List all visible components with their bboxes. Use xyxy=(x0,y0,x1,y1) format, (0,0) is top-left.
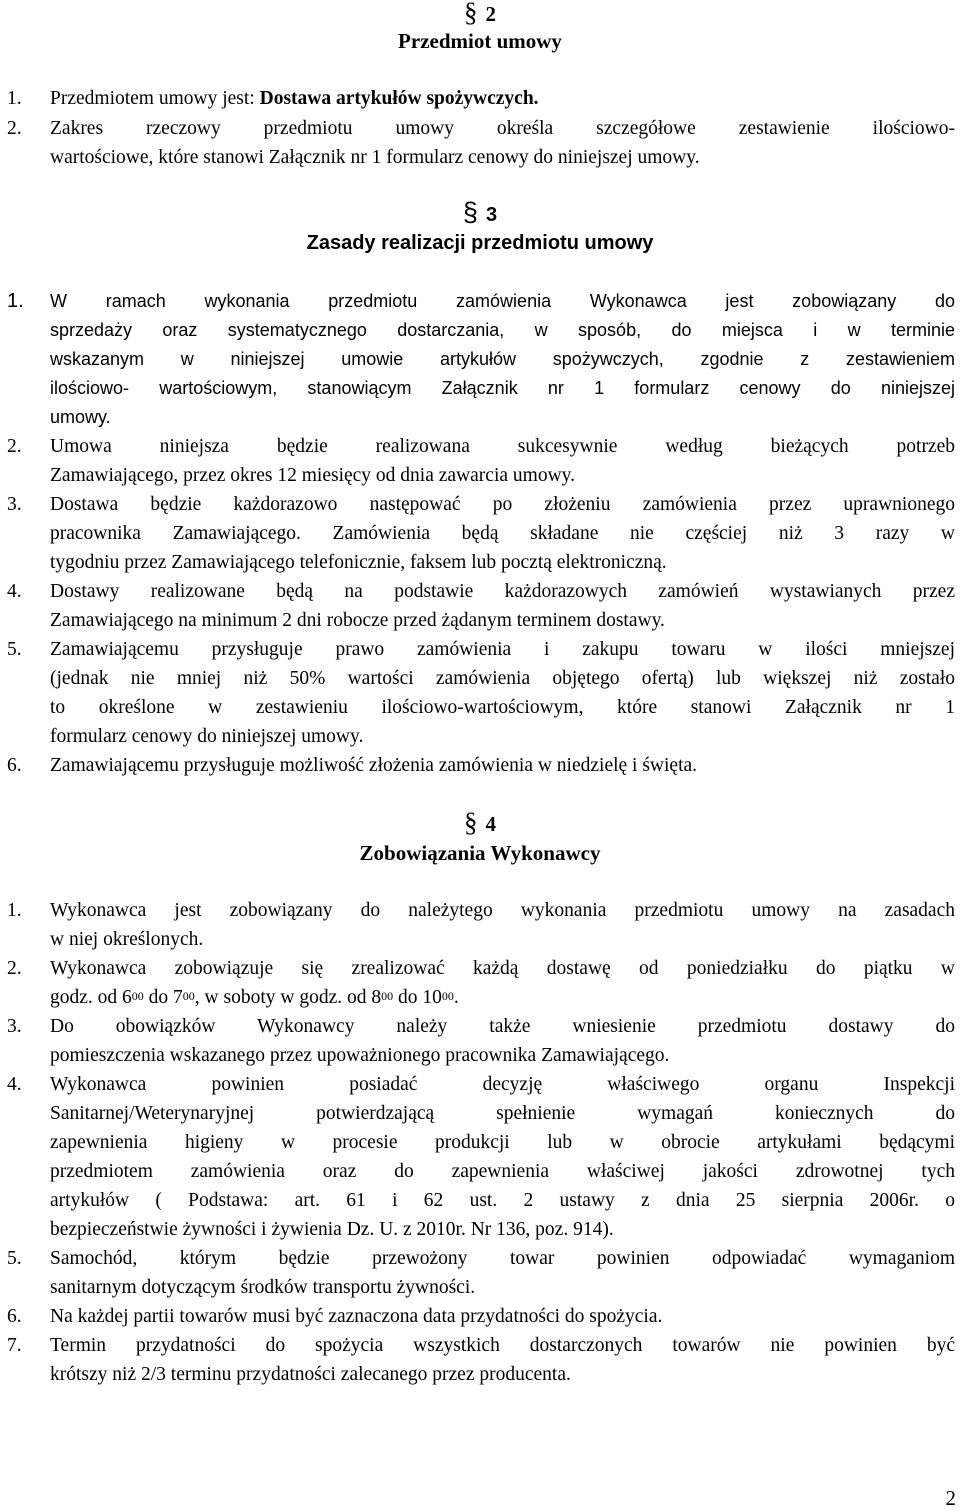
section-3-number: § 3 xyxy=(462,197,498,227)
section-sign: § xyxy=(462,197,478,227)
section-4-title: Zobowiązania Wykonawcy xyxy=(359,841,601,865)
section-4-number: § 4 xyxy=(464,807,496,837)
page-number: 2 xyxy=(945,1486,956,1510)
section-2-number: § 2 xyxy=(0,0,960,29)
section-sign: § xyxy=(464,807,478,837)
delivery-hours-line: godz. od $6^{00}$ do $7^{00}$, w soboty w godz. od $8^{00}$ do $10^{00}$. xyxy=(50,987,459,1008)
section-2-title: Przedmiot umowy xyxy=(398,29,562,53)
section-sign: § xyxy=(464,0,478,27)
document-page: § 2 Przedmiot umowy 1. Przedmiotem umowy jest: Dostawa artykułów spożywczych. 2. Zakres rzeczowy przedmiotu umowy określa szczegółowe zestawienie ilościowo- wartościowe, które stanowi Załącznik nr 1 formularz cenowy do niniejszej umowy. § 3 Zasady realizacji przedmiotu umowy 1. W ramach wykonania przedmiotu zamówienia Wykonawca jest zobowiązany do sprzedaży oraz systematycznego dostarczania, w sposób, do miejsca i w terminie wskazanym w niniejszej umowie artykułów spożywczych, zgodnie z zestawieniem ilościowo- wartościowym, stanowiącym Załącznik nr 1 formularz cenowy do niniejszej umowy. 2. Umowa niniejsza będzie realizowana sukcesywnie według bieżących potrzeb Zamawiającego, przez okres 12 miesięcy od dnia zawarcia umowy. 3. Dostawa będzie każdorazowo następować po złożeniu zamówienia przez uprawnionego pracownika Zamawiającego. Zamówienia będą składane nie częściej niż 3 razy w tygodniu przez Zamawiającego telefonicznie, faksem lub pocztą elektroniczną. 4. Dostawy realizowane będą na podstawie każdorazowych zamówień wystawianych przez Zamawiającego na minimum 2 dni robocze przed żądanym terminem dostawy. 5. Zamawiającemu przysługuje prawo zamówienia i zakupu towaru w ilości mniejszej (jednak nie mniej niż 50% wartości zamówienia objętego ofertą) lub większej niż zostało to określone w zestawieniu ilościowo-wartościowym, które stanowi Załącznik nr 1 formularz cenowy do niniejszej umowy. 6. Zamawiającemu przysługuje możliwość złożenia zamówienia w niedzielę i święta. § 4 Zobowiązania Wykonawcy 1. Wykonawca jest zobowiązany do należytego wykonania przedmiotu umowy na zasadach w niej określonych. 2. Wykonawca zobowiązuje się zrealizować każdą dostawę od poniedziałku do piątku w godz. od $6^{00}$ do $7^{00}$, w soboty w godz. od $8^{00}$ do $10^{00}$. 3. Do obowiązków Wykonawcy należy także wniesienie przedmiotu dostawy do pomieszczenia wskazanego przez upoważnionego pracownika Zamawiającego. 4. Wykonawca powinien posiadać decyzję właściwego organu Inspekcji Sanitarnej/Weterynaryjnej potwierdzającą spełnienie wymagań koniecznych do zapewnienia higieny w procesie produkcji lub w obrocie artykułami będącymi przedmiotem zamówienia oraz do zapewnienia właściwej jakości zdrowotnej tych artykułów ( Podstawa: art. 61 i 62 ust. 2 ustawy z dnia 25 sierpnia 2006r. o bezpieczeństwie żywności i żywienia Dz. U. z 2010r. Nr 136, poz. 914). 5. Samochód, którym będzie przewożony towar powinien odpowiadać wymaganiom sanitarnym dotyczącym środków transportu żywności. 6. Na każdej partii towarów musi być zaznaczona data przydatności do spożycia. 7. Termin przydatności do spożycia wszystkich dostarczonych towarów nie powinien być krótszy niż 2/3 terminu przydatności zalecanego przez producenta. 2 xyxy=(0,0,960,1509)
section-3-title: Zasady realizacji przedmiotu umowy xyxy=(306,232,654,254)
